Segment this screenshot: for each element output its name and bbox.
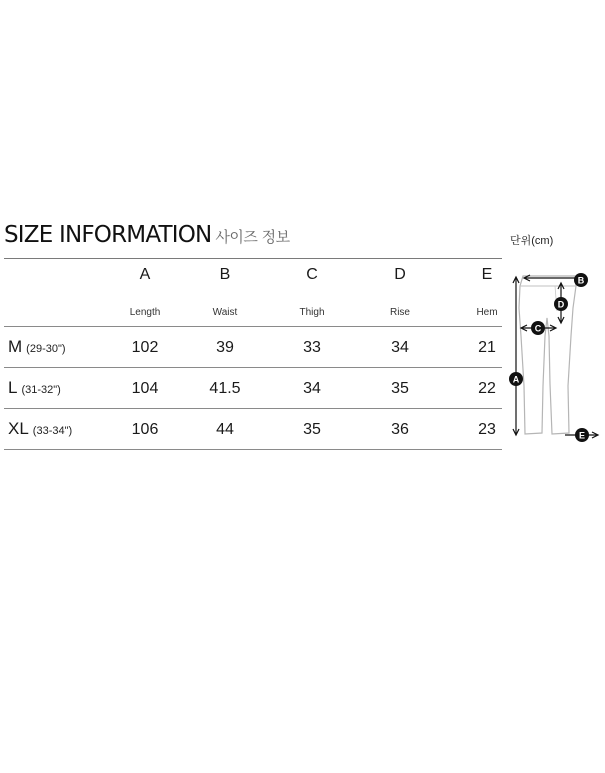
column-name-hem: Hem <box>476 307 498 318</box>
table-cell: 36 <box>391 421 409 438</box>
table-cell: 34 <box>303 380 321 397</box>
marker-d-badge <box>554 297 568 311</box>
table-cell: 44 <box>216 421 234 438</box>
length-measure-line <box>513 277 519 435</box>
row-divider <box>4 408 502 409</box>
table-cell: 34 <box>391 339 409 356</box>
marker-e-label: E <box>578 430 586 441</box>
size-range: (29-30") <box>26 343 66 355</box>
title-korean: 사이즈 정보 <box>215 228 290 246</box>
table-cell: 35 <box>391 380 409 397</box>
table-cell: 23 <box>478 421 496 438</box>
table-cell: 104 <box>131 380 159 397</box>
pants-outline <box>519 276 576 434</box>
marker-a-badge <box>509 372 523 386</box>
column-letter-c: C <box>306 266 318 283</box>
column-letter-d: D <box>394 266 406 283</box>
pants-diagram <box>505 266 603 446</box>
column-name-waist: Waist <box>212 307 238 318</box>
size-name: XL <box>8 419 29 438</box>
column-name-thigh: Thigh <box>299 307 325 318</box>
row-label-l <box>8 378 61 398</box>
marker-c-badge <box>531 321 545 335</box>
column-letter-e: E <box>481 266 493 283</box>
column-letter-b: B <box>219 266 231 283</box>
table-bottom-rule <box>4 449 502 450</box>
row-label-m <box>8 337 66 357</box>
marker-a-label: A <box>512 374 520 385</box>
table-cell: 41.5 <box>209 380 241 397</box>
marker-c-label: C <box>534 323 542 334</box>
marker-e-badge <box>575 428 589 442</box>
column-letter-a: A <box>139 266 151 283</box>
marker-d-label: D <box>557 299 565 310</box>
table-cell: 21 <box>478 339 496 356</box>
header-divider <box>4 326 502 327</box>
table-cell: 33 <box>303 339 321 356</box>
title-text: SIZE INFORMATION <box>4 222 212 248</box>
table-cell: 35 <box>303 421 321 438</box>
table-cell: 22 <box>478 380 496 397</box>
table-cell: 102 <box>131 339 159 356</box>
marker-b-badge <box>574 273 588 287</box>
size-name: M <box>8 337 23 356</box>
table-cell: 39 <box>216 339 234 356</box>
size-info-title <box>4 222 290 248</box>
marker-b-label: B <box>577 275 585 286</box>
column-name-rise: Rise <box>389 307 410 318</box>
table-cell: 106 <box>131 421 159 438</box>
column-name-length: Length <box>129 307 161 318</box>
unit-label: 단위(cm) <box>510 235 554 247</box>
row-label-xl <box>8 419 72 439</box>
size-name: L <box>8 378 18 397</box>
size-range: (33-34") <box>32 425 73 437</box>
size-range: (31-32") <box>21 384 61 396</box>
row-divider <box>4 367 502 368</box>
table-top-rule <box>4 258 502 259</box>
